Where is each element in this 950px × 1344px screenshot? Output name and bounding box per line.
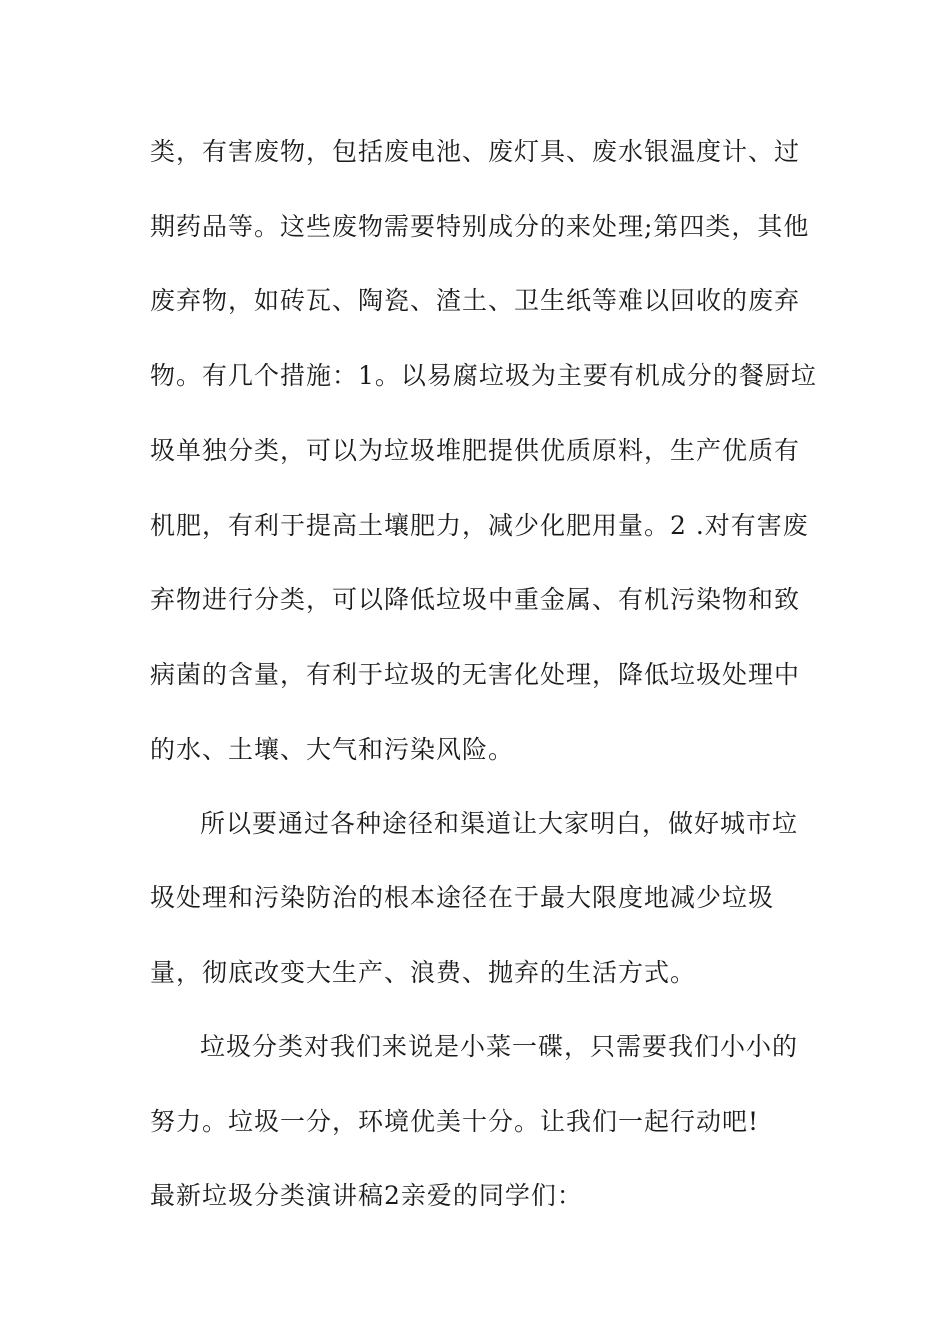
text-line: 的水、土壤、大气和污染风险。 [150,735,515,764]
text-line: 废弃物，如砖瓦、陶瓷、渣土、卫生纸等难以回收的废弃 [150,286,801,315]
text-line: 圾单独分类，可以为垃圾堆肥提供优质原料，生产优质有 [150,436,801,465]
text-line: 努力。垃圾一分，环境优美十分。让我们一起行动吧! [150,1107,760,1136]
paragraph-first-line: 所以要通过各种途径和渠道让大家明白，做好城市垃 [200,809,799,838]
text-line: 类，有害废物，包括废电池、废灯具、废水银温度计、过 [150,137,801,166]
heading-line: 最新垃圾分类演讲稿2亲爱的同学们： [150,1181,583,1210]
text-line: 弃物进行分类，可以降低垃圾中重金属、有机污染物和致 [150,585,801,614]
text-line: 期药品等。这些废物需要特别成分的来处理;第四类，其他 [150,212,810,241]
text-line: 病菌的含量，有利于垃圾的无害化处理，降低垃圾处理中 [150,660,801,689]
text-line: 量，彻底改变大生产、浪费、抛弃的生活方式。 [150,958,697,987]
text-line: 机肥，有利于提高土壤肥力，减少化肥用量。2 .对有害废 [150,511,809,540]
text-line: 圾处理和污染防治的根本途径在于最大限度地减少垃圾 [150,883,775,912]
paragraph-first-line: 垃圾分类对我们来说是小菜一碟，只需要我们小小的 [200,1032,799,1061]
text-line: 物。有几个措施：1。以易腐垃圾为主要有机成分的餐厨垃 [150,361,817,390]
